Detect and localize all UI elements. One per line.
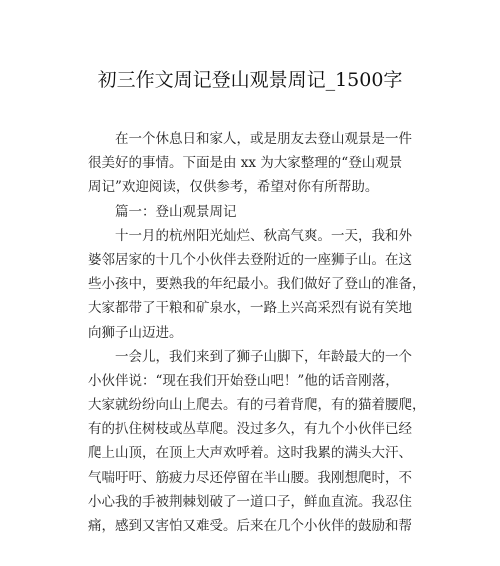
paragraph-line: 小心我的手被荆棘划破了一道口子，鲜血直流。我忍住 — [88, 493, 412, 510]
paragraph-line: 有的扒住树枝或丛草爬。没过多久，有九个小伙伴已经 — [88, 421, 412, 438]
paragraph-line: 向狮子山迈进。 — [88, 324, 183, 341]
paragraph-line: 大家都带了干粮和矿泉水，一路上兴高采烈有说有笑地 — [88, 300, 412, 317]
paragraph-line: 在一个休息日和家人，或是朋友去登山观景是一件 — [115, 131, 412, 147]
paragraph-line: 大家就纷纷向山上爬去。有的弓着背爬，有的猫着腰爬， — [88, 397, 426, 414]
document-title: 初三作文周记登山观景周记_1500字 — [97, 69, 403, 91]
paragraph-line: 痛，感到又害怕又难受。后来在几个小伙伴的鼓励和帮 — [88, 518, 412, 534]
paragraph-line: 些小孩中，要熟我的年纪最小。我们做好了登山的准备， — [88, 276, 426, 293]
paragraph-line: 气喘吁吁、筋疲力尽还停留在半山腰。我刚想爬时，不 — [88, 469, 412, 486]
paragraph-line: 十一月的杭州阳光灿烂、秋高气爽。一天，我和外 — [115, 227, 412, 244]
section-heading: 篇一：登山观景周记 — [115, 203, 237, 220]
paragraph-line: 爬上山顶，在顶上大声欢呼着。这时我累的满头大汗、 — [88, 445, 412, 462]
paragraph-line: 小伙伴说：“现在我们开始登山吧！”他的话音刚落， — [88, 372, 399, 389]
paragraph-line: 周记”欢迎阅读，仅供参考，希望对你有所帮助。 — [88, 179, 379, 196]
document-body — [88, 127, 428, 538]
paragraph-line: 一会儿，我们来到了狮子山脚下，年龄最大的一个 — [115, 348, 412, 365]
paragraph-line: 婆邻居家的十几个小伙伴去登附近的一座狮子山。在这 — [88, 251, 412, 268]
paragraph-line: 很美好的事情。下面是由 xx 为大家整理的“登山观景 — [88, 155, 403, 172]
